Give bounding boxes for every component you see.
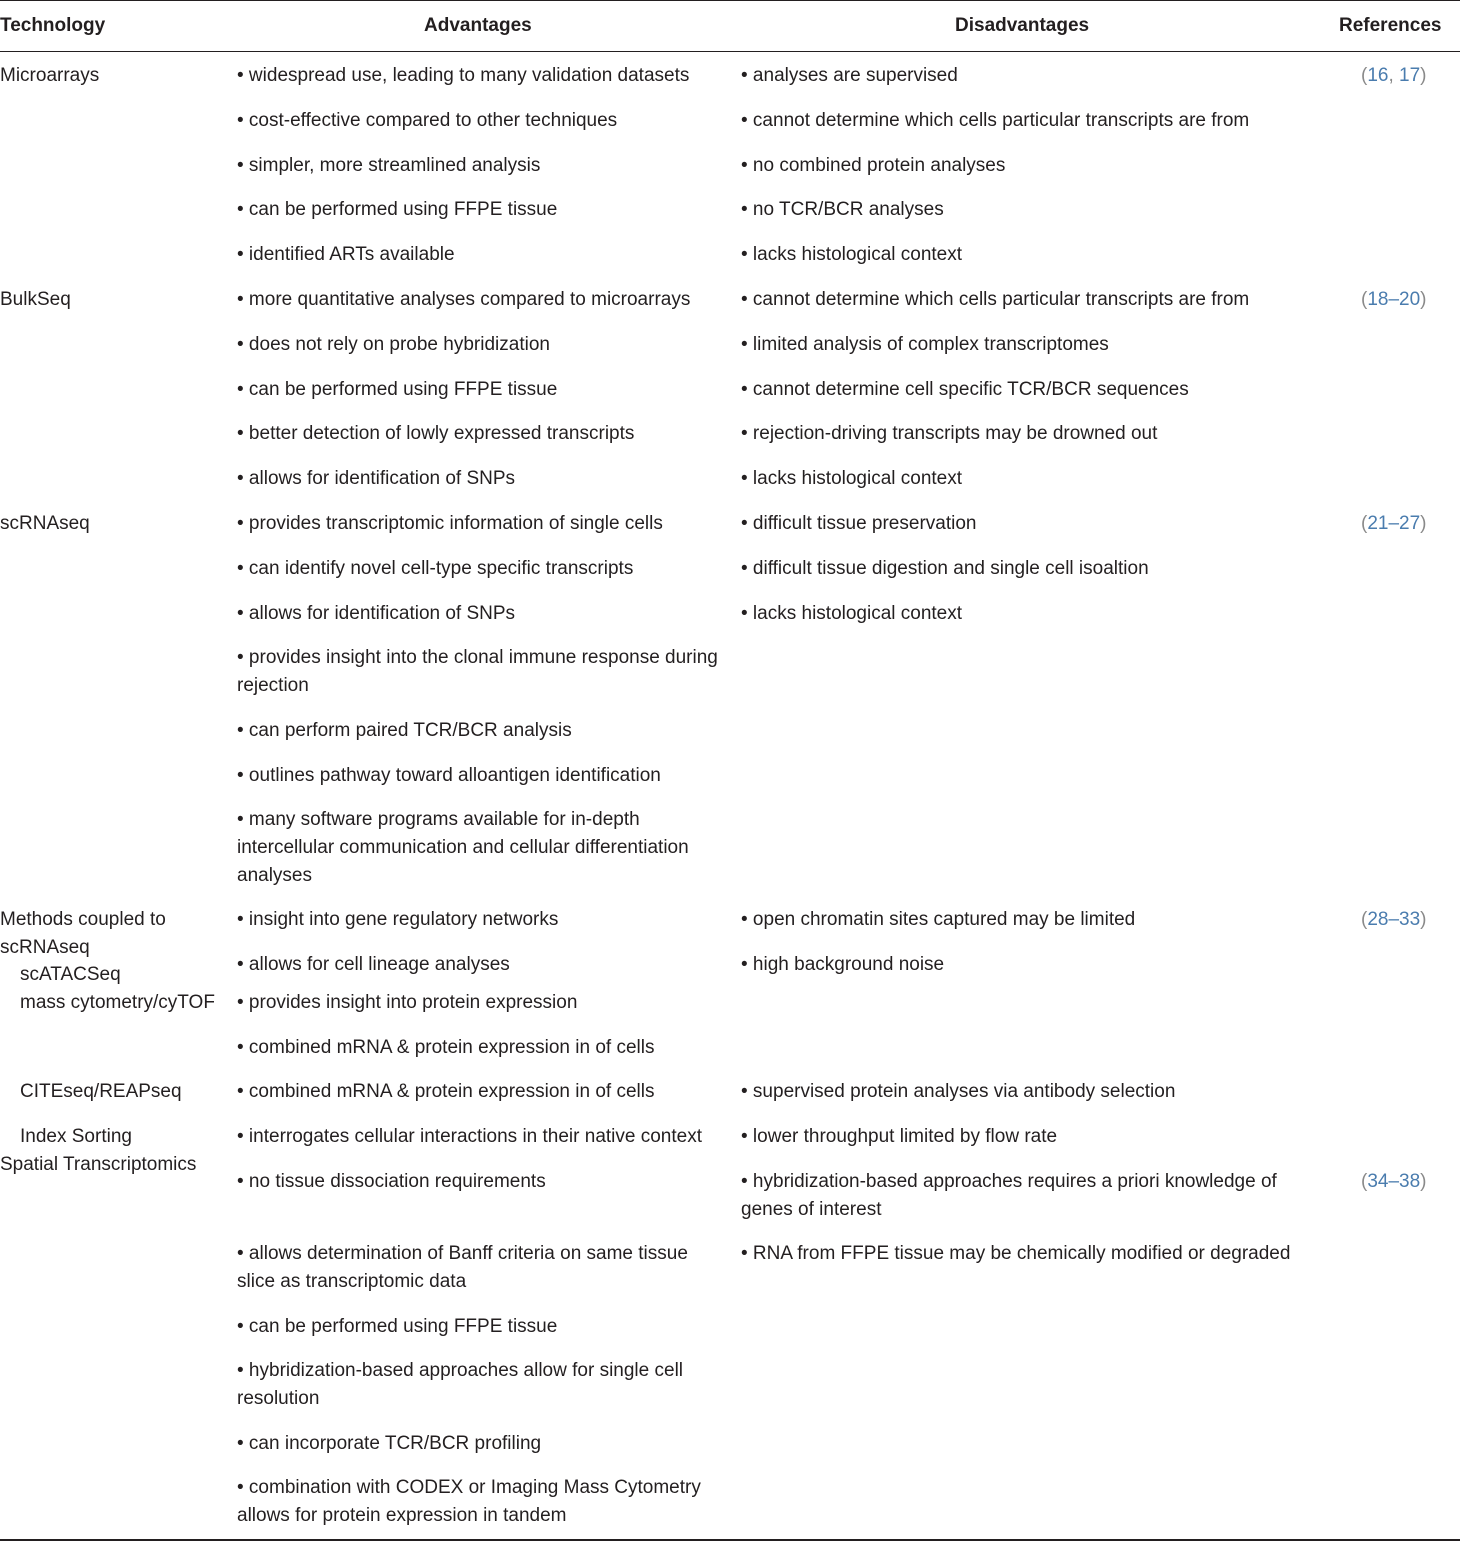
ref-link[interactable]: 16	[1367, 65, 1389, 86]
ref-sep: ,	[1388, 65, 1400, 86]
header-references: References	[1339, 15, 1442, 36]
top-rule	[0, 0, 1460, 1]
index-sorting-adv-item: • interrogates cellular interactions in their native context	[237, 1126, 702, 1147]
ref-link[interactable]: 18–20	[1367, 289, 1421, 310]
citeseq-dis-item: • supervised protein analyses via antibody selection	[741, 1081, 1176, 1102]
spatial-adv-item: • can be performed using FFPE tissue	[237, 1316, 558, 1337]
coupled-adv-item: • allows for cell lineage analyses	[237, 954, 510, 975]
ref-open: (	[1361, 1171, 1368, 1192]
spatial-adv-item: • hybridization-based approaches allow for single cell	[237, 1360, 684, 1381]
spatial-adv-item: • allows determination of Banff criteria on same tissue	[237, 1243, 688, 1264]
scrnaseq-dis-item: • lacks histological context	[741, 603, 963, 624]
bulkseq-dis-item: • cannot determine which cells particular transcripts are from	[741, 289, 1250, 310]
ref-open: (	[1361, 289, 1368, 310]
scrnaseq-reference	[1361, 510, 1427, 538]
microarrays-adv-item: • identified ARTs available	[237, 244, 455, 265]
microarrays-dis-item: • no combined protein analyses	[741, 155, 1006, 176]
spatial-adv-item-cont: slice as transcriptomic data	[237, 1271, 467, 1292]
header-rule	[0, 51, 1460, 52]
ref-close: )	[1420, 289, 1427, 310]
scrnaseq-adv-item: • many software programs available for in-depth	[237, 809, 640, 830]
ref-open: (	[1361, 65, 1368, 86]
tech-coupled-line2: scRNAseq	[0, 937, 90, 958]
tech-bulkseq: BulkSeq	[0, 289, 71, 310]
microarrays-dis-item: • analyses are supervised	[741, 65, 958, 86]
bulkseq-adv-item: • more quantitative analyses compared to microarrays	[237, 289, 691, 310]
microarrays-adv-item: • cost-effective compared to other techniques	[237, 110, 618, 131]
scrnaseq-dis-item: • difficult tissue digestion and single cell isoaltion	[741, 558, 1149, 579]
header-advantages: Advantages	[424, 15, 532, 36]
bulkseq-adv-item: • does not rely on probe hybridization	[237, 334, 550, 355]
scrnaseq-adv-item-cont: rejection	[237, 675, 309, 696]
tech-coupled-line1: Methods coupled to	[0, 909, 166, 930]
ref-link[interactable]: 17	[1399, 65, 1421, 86]
ref-close: )	[1420, 65, 1427, 86]
scrnaseq-adv-item: • outlines pathway toward alloantigen identification	[237, 765, 661, 786]
scrnaseq-adv-item: • can perform paired TCR/BCR analysis	[237, 720, 572, 741]
tech-microarrays: Microarrays	[0, 65, 100, 86]
scrnaseq-adv-item-cont: intercellular communication and cellular differentiation	[237, 837, 689, 858]
coupled-dis-item: • open chromatin sites captured may be limited	[741, 909, 1136, 930]
scrnaseq-adv-item: • provides insight into the clonal immune response during	[237, 647, 718, 668]
coupled-adv-item: • insight into gene regulatory networks	[237, 909, 559, 930]
bulkseq-dis-item: • limited analysis of complex transcriptomes	[741, 334, 1109, 355]
scrnaseq-dis-item: • difficult tissue preservation	[741, 513, 977, 534]
spatial-reference	[1361, 1168, 1427, 1196]
tech-mass-cytometry: mass cytometry/cyTOF	[20, 992, 215, 1013]
coupled-adv-item: • combined mRNA & protein expression in of cells	[237, 1037, 655, 1058]
scrnaseq-adv-item: • can identify novel cell-type specific transcripts	[237, 558, 634, 579]
microarrays-dis-item: • no TCR/BCR analyses	[741, 199, 944, 220]
microarrays-dis-item: • lacks histological context	[741, 244, 963, 265]
tech-scatacseq: scATACSeq	[20, 964, 121, 985]
coupled-reference	[1361, 906, 1427, 934]
bulkseq-dis-item: • rejection-driving transcripts may be drowned out	[741, 423, 1158, 444]
coupled-adv-item: • provides insight into protein expression	[237, 992, 578, 1013]
citeseq-adv-item: • combined mRNA & protein expression in of cells	[237, 1081, 655, 1102]
ref-close: )	[1420, 513, 1427, 534]
tech-index-sorting: Index Sorting	[20, 1126, 132, 1147]
microarrays-reference	[1361, 62, 1427, 90]
microarrays-adv-item: • widespread use, leading to many validation datasets	[237, 65, 690, 86]
ref-close: )	[1420, 1171, 1427, 1192]
spatial-adv-item-cont: allows for protein expression in tandem	[237, 1505, 567, 1526]
microarrays-adv-item: • simpler, more streamlined analysis	[237, 155, 541, 176]
spatial-dis-item: • hybridization-based approaches requires a priori knowledge of	[741, 1171, 1277, 1192]
bulkseq-dis-item: • cannot determine cell specific TCR/BCR sequences	[741, 379, 1189, 400]
tech-spatial: Spatial Transcriptomics	[0, 1154, 197, 1175]
index-sorting-dis-item: • lower throughput limited by flow rate	[741, 1126, 1058, 1147]
bulkseq-adv-item: • better detection of lowly expressed transcripts	[237, 423, 635, 444]
ref-close: )	[1420, 909, 1427, 930]
bulkseq-adv-item: • can be performed using FFPE tissue	[237, 379, 558, 400]
ref-link[interactable]: 34–38	[1367, 1171, 1421, 1192]
spatial-adv-item: • no tissue dissociation requirements	[237, 1171, 546, 1192]
bulkseq-reference	[1361, 286, 1427, 314]
header-technology: Technology	[0, 15, 106, 36]
scrnaseq-adv-item-cont: analyses	[237, 865, 312, 886]
ref-open: (	[1361, 513, 1368, 534]
spatial-adv-item: • combination with CODEX or Imaging Mass Cytometry	[237, 1477, 701, 1498]
microarrays-adv-item: • can be performed using FFPE tissue	[237, 199, 558, 220]
spatial-dis-item-cont: genes of interest	[741, 1199, 882, 1220]
spatial-adv-item-cont: resolution	[237, 1388, 320, 1409]
spatial-dis-item: • RNA from FFPE tissue may be chemically modified or degraded	[741, 1243, 1291, 1264]
scrnaseq-adv-item: • provides transcriptomic information of single cells	[237, 513, 663, 534]
header-disadvantages: Disadvantages	[955, 15, 1090, 36]
microarrays-dis-item: • cannot determine which cells particular transcripts are from	[741, 110, 1250, 131]
ref-link[interactable]: 28–33	[1367, 909, 1421, 930]
tech-citeseq: CITEseq/REAPseq	[20, 1081, 182, 1102]
ref-link[interactable]: 21–27	[1367, 513, 1421, 534]
bulkseq-adv-item: • allows for identification of SNPs	[237, 468, 516, 489]
spatial-adv-item: • can incorporate TCR/BCR profiling	[237, 1433, 542, 1454]
bulkseq-dis-item: • lacks histological context	[741, 468, 963, 489]
ref-open: (	[1361, 909, 1368, 930]
tech-scrnaseq: scRNAseq	[0, 513, 90, 534]
scrnaseq-adv-item: • allows for identification of SNPs	[237, 603, 516, 624]
coupled-dis-item: • high background noise	[741, 954, 945, 975]
